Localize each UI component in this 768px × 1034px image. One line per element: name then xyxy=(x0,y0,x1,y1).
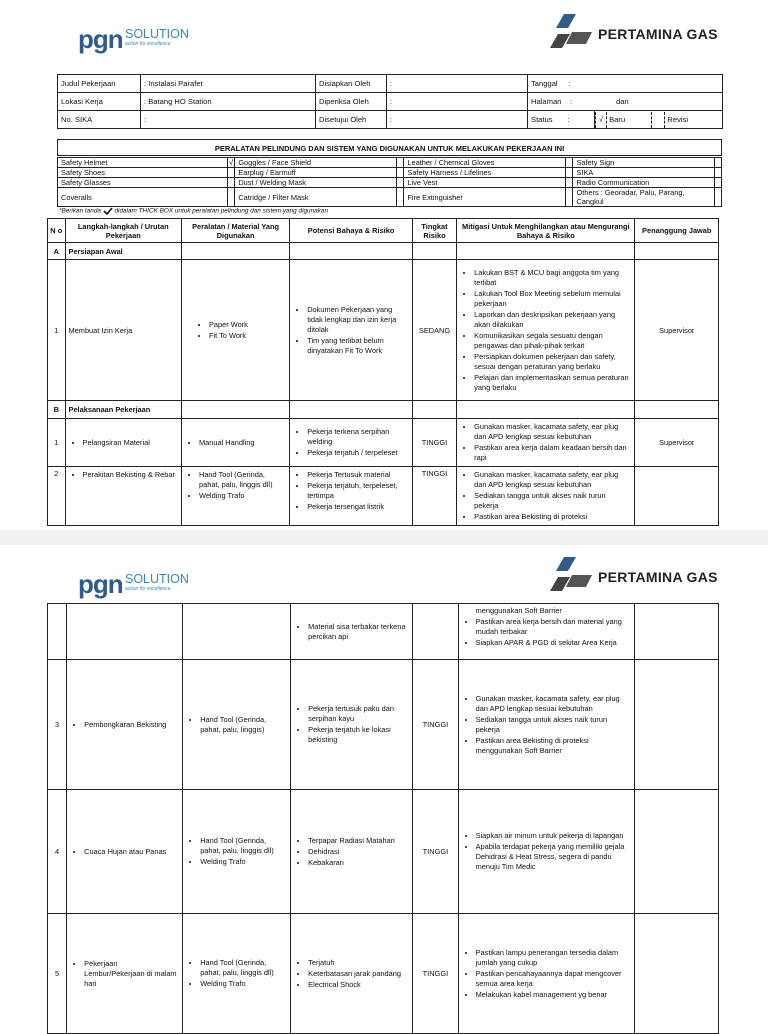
tanggal-cell xyxy=(528,75,723,93)
jsa-table-continued xyxy=(47,603,719,1034)
table-row xyxy=(48,914,719,1034)
ppe-checkbox[interactable] xyxy=(566,178,573,188)
pgn-solution-logo xyxy=(78,24,189,54)
ppe-item: Safety Glasses xyxy=(58,178,228,188)
ppe-item: Safety Harness / Lifelines xyxy=(404,168,566,178)
solution-logo-text: SOLUTION xyxy=(125,27,189,41)
list-item: • Manual Handling xyxy=(199,438,286,448)
row-no: 1 xyxy=(48,260,66,401)
ppe-item: Goggles / Face Shield xyxy=(235,158,397,168)
diperiksa-value: : xyxy=(387,93,528,111)
row-mitigation xyxy=(457,419,635,467)
list-item: • Lakukan BST & MCU bagi anggota tim yang terlibat xyxy=(474,268,631,288)
col-no: N o xyxy=(48,219,66,243)
row-no: 4 xyxy=(48,790,67,914)
list-item: • Welding Trafo xyxy=(199,491,286,501)
table-row xyxy=(48,604,719,660)
checkmark-icon xyxy=(103,207,113,215)
ppe-checkbox[interactable] xyxy=(714,168,721,178)
ppe-checkbox[interactable] xyxy=(566,168,573,178)
ppe-checkbox[interactable]: √ xyxy=(229,158,234,167)
ppe-note-before: *Berikan tanda xyxy=(59,207,101,215)
list-item: • Laporkan dan deskripsikan pekerjaan yang akan dilakukan xyxy=(474,310,631,330)
status-value: : xyxy=(567,115,570,124)
lokasi-label: Lokasi Kerja xyxy=(58,93,141,111)
solution-logo-text: SOLUTION xyxy=(125,572,189,586)
row-hazards xyxy=(291,914,413,1034)
row-risk: TINGGI xyxy=(413,914,458,1034)
list-item: • Persiapkan dokumen pekerjaan dan safety, sesuai dengan peraturan yang berlaku xyxy=(474,352,631,372)
mitigation-continued: menggunakan Soft Barrier xyxy=(475,606,562,615)
ppe-item: Others : Georadar, Palu, Parang, Cangkul xyxy=(573,188,714,207)
row-no: 3 xyxy=(48,660,67,790)
row-hazards xyxy=(291,660,413,790)
jsa-table xyxy=(47,218,719,526)
status-baru-label: Baru xyxy=(609,114,626,124)
ppe-item: Leather / Chemical Gloves xyxy=(404,158,566,168)
section-title: Persiapan Awal xyxy=(65,243,181,260)
list-item: • Dehidrasi xyxy=(308,847,409,857)
list-item: • Hand Tool (Gerinda, pahat, palu, linggis) xyxy=(200,715,287,735)
document-page-2 xyxy=(0,545,768,1024)
list-item: • Keterbatasan jarak pandang xyxy=(308,969,409,979)
row-hazards xyxy=(290,419,413,467)
row-no: 1 xyxy=(48,419,66,467)
col-tingkat: Tingkat Risiko xyxy=(412,219,456,243)
row-pic: Supervisor xyxy=(635,260,719,401)
list-item: • Fit To Work xyxy=(209,331,286,341)
halaman-dari: dari xyxy=(615,97,629,106)
ppe-table xyxy=(57,157,722,207)
row-step xyxy=(67,660,183,790)
list-item: • Terpapar Radiasi Matahari xyxy=(308,836,409,846)
col-mitigasi: Mitigasi Untuk Menghilangkan atau Mengurangi Bahaya & Risiko xyxy=(457,219,635,243)
ppe-item: Safety Helmet xyxy=(58,158,228,168)
disiapkan-label: Disiapkan Oleh xyxy=(316,75,387,93)
status-revisi-label: Revisi xyxy=(667,114,689,124)
status-cell xyxy=(528,111,595,129)
list-item: • Paper Work xyxy=(209,320,286,330)
section-row xyxy=(48,401,719,419)
list-item: • Gunakan masker, kacamata safety, ear plug dan APD lengkap sesuai kebutuhan xyxy=(476,694,632,714)
row-no: 2 xyxy=(48,467,66,526)
header-form-table xyxy=(57,74,723,129)
disiapkan-value: : xyxy=(387,75,528,93)
list-item: • Welding Trafo xyxy=(200,857,287,867)
list-item: • Gunakan masker, kacamata safety, ear plug dan APD lengkap sesuai kebutuhan xyxy=(474,422,631,442)
list-item: • Pekerja terkena serpihan welding xyxy=(307,427,409,447)
list-item: • Welding Trafo xyxy=(200,979,287,989)
ppe-checkbox[interactable] xyxy=(714,178,721,188)
row-tools xyxy=(183,660,291,790)
status-options xyxy=(595,111,723,129)
col-peralatan: Peralatan / Material Yang Digunakan xyxy=(181,219,289,243)
page-separator xyxy=(0,530,768,545)
list-item: • Tim yang terlibat belum dinyatakan Fit To Work xyxy=(307,336,409,356)
row-tools xyxy=(181,260,289,401)
row-step xyxy=(65,467,181,526)
list-item: • Komunikasikan segala sesuatu dengan pengawas dan pihak-pihak terkait xyxy=(474,331,631,351)
row-hazards xyxy=(291,790,413,914)
pgn-logo-text: pgn xyxy=(78,569,123,599)
list-item: • Gunakan masker, kacamata safety, ear plug dan APD lengkap sesuai kebutuhan xyxy=(474,470,631,490)
ppe-item: Live Vest xyxy=(404,178,566,188)
row-mitigation xyxy=(457,467,635,526)
ppe-checkbox[interactable] xyxy=(228,168,235,178)
ppe-item: Dust / Welding Mask xyxy=(235,178,397,188)
list-item: • Lakukan Tool Box Meeting sebelum memulai pekerjaan xyxy=(474,289,631,309)
col-langkah: Langkah-langkah / Urutan Pekerjaan xyxy=(65,219,181,243)
logo-tagline: action for excellence xyxy=(125,41,171,47)
list-item: • Kebakaran xyxy=(308,858,409,868)
row-tools xyxy=(183,914,291,1034)
ppe-checkbox[interactable] xyxy=(566,188,573,207)
row-risk: SEDANG xyxy=(412,260,456,401)
row-hazards xyxy=(291,604,413,660)
pgn-solution-logo xyxy=(78,569,189,599)
list-item: • Pastikan area kerja dalam keadaan bersih dan rapi xyxy=(474,443,631,463)
ppe-note xyxy=(59,207,328,215)
list-item: • Cuaca Hujan atau Panas xyxy=(84,847,179,857)
table-row xyxy=(48,790,719,914)
row-mitigation xyxy=(458,604,635,660)
ppe-checkbox[interactable] xyxy=(228,178,235,188)
list-item: • Pekerja terjatuh, terpeleset, tertimpa xyxy=(307,481,409,501)
row-step xyxy=(67,914,183,1034)
row-tools xyxy=(183,790,291,914)
list-item: • Pekerja tertusuk paku dan serpihan kayu xyxy=(308,704,409,724)
pgn-logo-text: pgn xyxy=(78,24,123,54)
row-step xyxy=(65,419,181,467)
ppe-checkbox[interactable] xyxy=(714,158,721,168)
list-item: • Dokumen Pekerjaan yang tidak lengkap dan izin kerja ditolak xyxy=(307,305,409,335)
list-item: • Pekerjaan Lembur/Pekerjaan di malam hari xyxy=(84,959,179,989)
list-item: • Pastikan area Bekisting di proteksi xyxy=(474,512,631,522)
status-baru-checkbox[interactable]: √ xyxy=(595,112,607,128)
col-potensi: Potensi Bahaya & Risiko xyxy=(290,219,413,243)
pertamina-gas-logo xyxy=(546,557,736,597)
halaman-label: Halaman xyxy=(531,97,562,106)
list-item: • Pastikan lampu penerangan tersedia dalam jumlah yang cukup xyxy=(476,948,632,968)
pertamina-gas-text: PERTAMINA GAS xyxy=(598,569,718,585)
list-item: • Sediakan tangga untuk akses naik turun pekerja xyxy=(476,715,632,735)
row-mitigation xyxy=(458,660,635,790)
logo-tagline: action for excellence xyxy=(125,586,171,592)
row-step: Membuat Izin Kerja xyxy=(65,260,181,401)
ppe-item: SIKA xyxy=(573,168,714,178)
pertamina-emblem-icon xyxy=(546,14,596,54)
row-pic xyxy=(635,467,719,526)
list-item: • Pastikan pencahayaannya dapat mengcover semua area kerja xyxy=(476,969,632,989)
row-no: 5 xyxy=(48,914,67,1034)
ppe-item: Safety Sign xyxy=(573,158,714,168)
ppe-item: Radio Communication xyxy=(573,178,714,188)
section-code: B xyxy=(48,401,66,419)
row-tools xyxy=(181,419,289,467)
list-item: • Pastikan area Bekisting di proteksi menggunakan Soft Barrier xyxy=(476,736,632,756)
pertamina-gas-text: PERTAMINA GAS xyxy=(598,26,718,42)
list-item: • Pekerja terjatuh / terpeleset xyxy=(307,448,409,458)
list-item: • Perakitan Bekisting & Rebar xyxy=(83,470,178,480)
sika-label: No. SIKA xyxy=(58,111,141,129)
judul-value: : Instalasi Parafet xyxy=(141,75,316,93)
row-mitigation xyxy=(457,260,635,401)
pertamina-gas-logo xyxy=(546,14,736,54)
list-item: • Melakukan kabel management yg benar xyxy=(476,990,632,1000)
table-row xyxy=(48,260,719,401)
ppe-checkbox[interactable] xyxy=(566,158,573,168)
section-row xyxy=(48,243,719,260)
list-item: • Siapkan air minum untuk pekerja di lapangan xyxy=(476,831,632,841)
list-item: • Electrical Shock xyxy=(308,980,409,990)
list-item: • Pembongkaran Bekisting xyxy=(84,720,179,730)
tanggal-label: Tanggal xyxy=(531,79,558,88)
list-item: • Terjatuh xyxy=(308,958,409,968)
row-mitigation xyxy=(458,790,635,914)
list-item: • Pekerja terjatuh ke lokasi bekisting xyxy=(308,725,409,745)
table-row xyxy=(48,467,719,526)
table-row xyxy=(48,419,719,467)
lokasi-value: : Batang HO Station xyxy=(141,93,316,111)
tanggal-value: : xyxy=(568,79,571,88)
list-item: • Siapkan APAR & PGD di sekitar Area Kerja xyxy=(476,638,632,648)
list-item: • Material sisa terbakar terkena percikan api xyxy=(308,622,409,642)
col-penanggung: Penanggung Jawab xyxy=(635,219,719,243)
disetujui-label: Disetujui Oleh xyxy=(316,111,387,129)
pertamina-emblem-icon xyxy=(546,557,596,597)
list-item: • Hand Tool (Gerinda, pahat, palu, linggis dll) xyxy=(199,470,286,490)
table-row xyxy=(48,660,719,790)
row-risk: TINGGI xyxy=(412,467,456,526)
ppe-checkbox[interactable] xyxy=(397,158,404,168)
diperiksa-label: Diperiksa Oleh xyxy=(316,93,387,111)
ppe-item: Earplug / Earmuff xyxy=(235,168,397,178)
row-mitigation xyxy=(458,914,635,1034)
list-item: • Pelangsiran Material xyxy=(83,438,178,448)
section-title: Pelaksanaan Pekerjaan xyxy=(65,401,181,419)
halaman-value: : xyxy=(569,97,572,106)
ppe-checkbox[interactable] xyxy=(228,188,235,207)
ppe-checkbox[interactable] xyxy=(397,188,404,207)
row-risk: TINGGI xyxy=(413,790,458,914)
disetujui-value: : xyxy=(387,111,528,129)
list-item: • Pelajari dan implementasikan semua peraturan yang berlaku xyxy=(474,373,631,393)
ppe-checkbox[interactable] xyxy=(714,188,721,207)
ppe-item: Safety Shoes xyxy=(58,168,228,178)
ppe-item: Catridge / Filter Mask xyxy=(235,188,397,207)
list-item: • Apabila terdapat pekerja yang memiliki gejala Dehidrasi & Heat Stress, segera di pandu menuju Tim Medic xyxy=(476,842,632,872)
ppe-title: PERALATAN PELINDUNG DAN SISTEM YANG DIGUNAKAN UNTUK MELAKUKAN PEKERJAAN INI xyxy=(57,139,722,156)
ppe-item: Fire Extinguisher xyxy=(404,188,566,207)
ppe-checkbox[interactable] xyxy=(397,178,404,188)
list-item: • Pastikan area kerja bersih dari material yang mudah terbakar xyxy=(476,617,632,637)
list-item: • Pekerja tersengat listrik xyxy=(307,502,409,512)
row-risk: TINGGI xyxy=(412,419,456,467)
list-item: • Hand Tool (Gerinda, pahat, palu, linggis dll) xyxy=(200,836,287,856)
row-step xyxy=(67,790,183,914)
row-tools xyxy=(181,467,289,526)
row-hazards xyxy=(290,467,413,526)
row-pic: Supervisor xyxy=(635,419,719,467)
list-item: • Hand Tool (Gerinda, pahat, palu, linggis dll) xyxy=(200,958,287,978)
sika-value: : xyxy=(141,111,316,129)
section-code: A xyxy=(48,243,66,260)
list-item: • Pekerja Tertusuk material xyxy=(307,470,409,480)
ppe-item: Coveralls xyxy=(58,188,228,207)
judul-label: Judul Pekerjaan xyxy=(58,75,141,93)
halaman-cell xyxy=(528,93,723,111)
ppe-note-after: didalam THICK BOX untuk peralatan pelindung dan sistem yang digunakan xyxy=(114,207,329,215)
status-label: Status xyxy=(531,115,553,124)
row-risk: TINGGI xyxy=(413,660,458,790)
list-item: • Sediakan tangga untuk akses naik turun pekerja xyxy=(474,491,631,511)
status-revisi-checkbox[interactable] xyxy=(651,112,665,128)
row-hazards xyxy=(290,260,413,401)
ppe-checkbox[interactable] xyxy=(397,168,404,178)
